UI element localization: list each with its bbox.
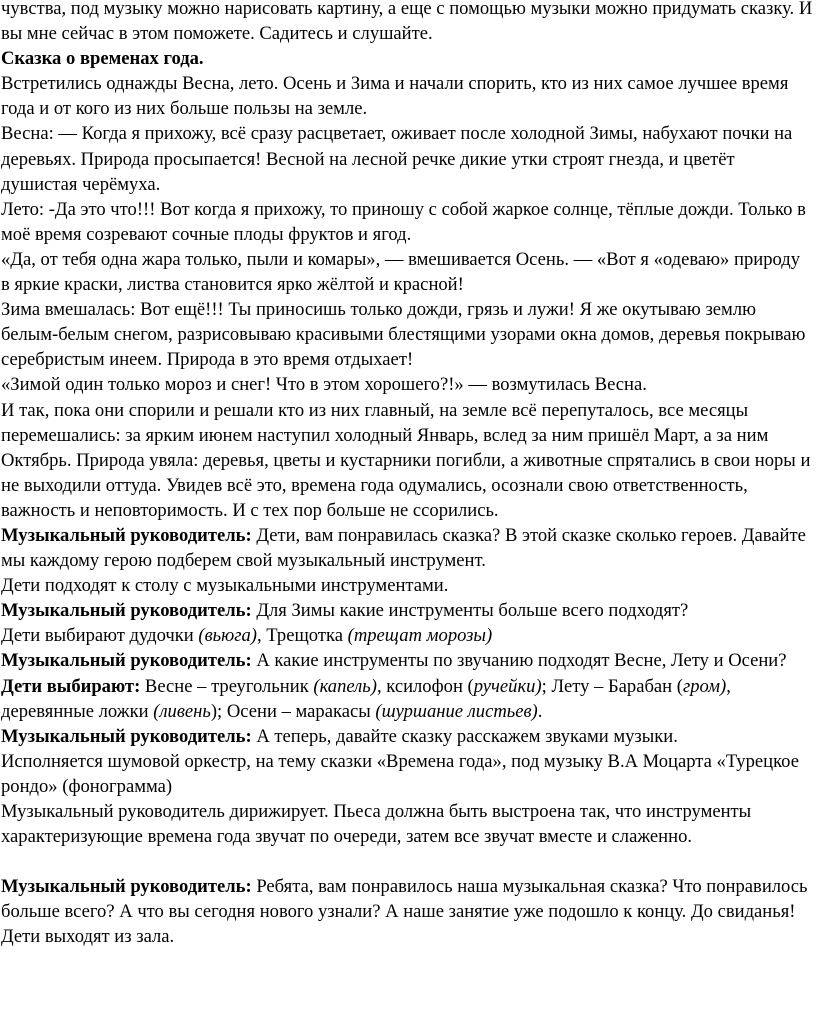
dialogue-text: Ребята, вам понравилось наша музыкальная сказка? Что понравилось больше всего? А что вы сегодня нового узнали? А наше занятие уже подошло к концу. До свиданья! bbox=[1, 876, 808, 923]
story-paragraph-1: Встретились однажды Весна, лето. Осень и Зима и начали спорить, кто из них самое лучшее время года и от кого из них больше пользы на земле. bbox=[1, 73, 789, 120]
stage-direction-1: Дети подходят к столу с музыкальными инструментами. bbox=[1, 575, 449, 597]
story-title: Сказка о временах года. bbox=[1, 48, 204, 70]
speaker-label: Музыкальный руководитель: bbox=[1, 725, 252, 747]
italic-run: (трещат морозы) bbox=[347, 625, 493, 647]
dialogue-paragraph-4 bbox=[1, 724, 813, 749]
italic-run: (шуршание листьев) bbox=[375, 700, 538, 722]
conducting-paragraph: Музыкальный руководитель дирижирует. Пьеса должна быть выстроена так, что инструменты характеризующие времена года звучат по очереди, затем все звучат вместе и слаженно. bbox=[1, 801, 752, 848]
italic-run: (капель) bbox=[313, 675, 377, 697]
story-paragraph-ending: И так, пока они спорили и решали кто из них главный, на земле всё перепуталось, все месяцы перемешались: за ярким июнем наступил холодный Январь, вслед за ним пришёл Март, а за ним Октябрь. Природа увяла: деревья, цветы и кустарники погибли, а животные спрятались в свои норы и не выходили оттуда. Увидев всё это, времена года одумались, осознали свою ответственность, важность и неповторимость. И с тех пор больше не ссорились. bbox=[1, 399, 811, 521]
story-paragraph-summer: Лето: -Да это что!!! Вот когда я прихожу, то приношу с собой жаркое солнце, тёплые дожди. Только в моё время созревают сочные плоды фруктов и ягод. bbox=[1, 198, 806, 245]
italic-run: гром) bbox=[682, 675, 727, 697]
text-run: , Трещотка bbox=[256, 625, 348, 647]
dialogue-paragraph-1 bbox=[1, 523, 813, 573]
text-run: , ксилофон ( bbox=[376, 675, 474, 697]
speaker-label: Музыкальный руководитель: bbox=[1, 600, 252, 622]
story-paragraph-autumn: «Да, от тебя одна жара только, пыли и комары», — вмешивается Осень. — «Вот я «одеваю» природу в яркие краски, листва становится ярко жёлтой и красной! bbox=[1, 248, 801, 296]
speaker-label: Музыкальный руководитель: bbox=[1, 650, 252, 672]
text-run: Дети выбирают дудочки bbox=[1, 625, 199, 647]
speaker-label: Музыкальный руководитель: bbox=[1, 876, 252, 898]
dialogue-text: Для Зимы какие инструменты больше всего подходят? bbox=[251, 600, 689, 622]
children-choose-label: Дети выбирают: bbox=[1, 675, 141, 697]
italic-run: (вьюга) bbox=[198, 625, 257, 647]
text-run: . bbox=[537, 700, 543, 722]
dialogue-text: А какие инструменты по звучанию подходят Весне, Лету и Осени? bbox=[251, 650, 787, 672]
dialogue-paragraph-5 bbox=[1, 874, 813, 924]
speaker-label: Музыкальный руководитель: bbox=[1, 524, 252, 546]
text-run: Весне – треугольник bbox=[140, 675, 314, 697]
blank-line bbox=[1, 849, 813, 874]
instrument-choices-paragraph bbox=[1, 674, 813, 724]
intro-paragraph: чувства, под музыку можно нарисовать картину, а еще с помощью музыки можно придумать сказку. И вы мне сейчас в этом поможете. Садитесь и слушайте. bbox=[1, 0, 813, 45]
story-paragraph-spring: Весна: — Когда я прихожу, всё сразу расцветает, оживает после холодной Зимы, набухают почки на деревьях. Природа просыпается! Весной на лесной речке дикие утки строят гнезда, и цветёт душистая черёмуха. bbox=[1, 123, 793, 195]
dialogue-paragraph-2 bbox=[1, 598, 813, 623]
stage-direction-2 bbox=[1, 623, 813, 648]
story-paragraph-spring-reply: «Зимой один только мороз и снег! Что в этом хорошего?!» — возмутилась Весна. bbox=[1, 374, 647, 396]
orchestra-paragraph: Исполняется шумовой оркестр, на тему сказки «Времена года», под музыку В.А Моцарта «Турецкое рондо» (фонограмма) bbox=[1, 750, 799, 797]
italic-run: (ливень bbox=[153, 700, 211, 722]
document-page bbox=[1, 0, 813, 950]
italic-run: ручейки) bbox=[473, 675, 542, 697]
closing-stage-direction: Дети выходят из зала. bbox=[1, 926, 175, 948]
dialogue-paragraph-3 bbox=[1, 648, 813, 673]
text-run: , деревянные ложки bbox=[1, 675, 731, 722]
dialogue-text: А теперь, давайте сказку расскажем звуками музыки. bbox=[251, 725, 678, 747]
dialogue-text: Дети, вам понравилась сказка? В этой сказке сколько героев. Давайте мы каждому герою подберем свой музыкальный инструмент. bbox=[1, 524, 806, 572]
text-run: ; Лету – Барабан ( bbox=[541, 675, 683, 697]
story-paragraph-winter: Зима вмешалась: Вот ещё!!! Ты приносишь только дожди, грязь и лужи! Я же окутываю землю белым-белым снегом, разрисовываю красивыми блестящими узорами окна домов, деревья покрываю серебристым инеем. Природа в это время отдыхает! bbox=[1, 299, 806, 371]
text-run: ); Осени – маракасы bbox=[210, 700, 376, 722]
